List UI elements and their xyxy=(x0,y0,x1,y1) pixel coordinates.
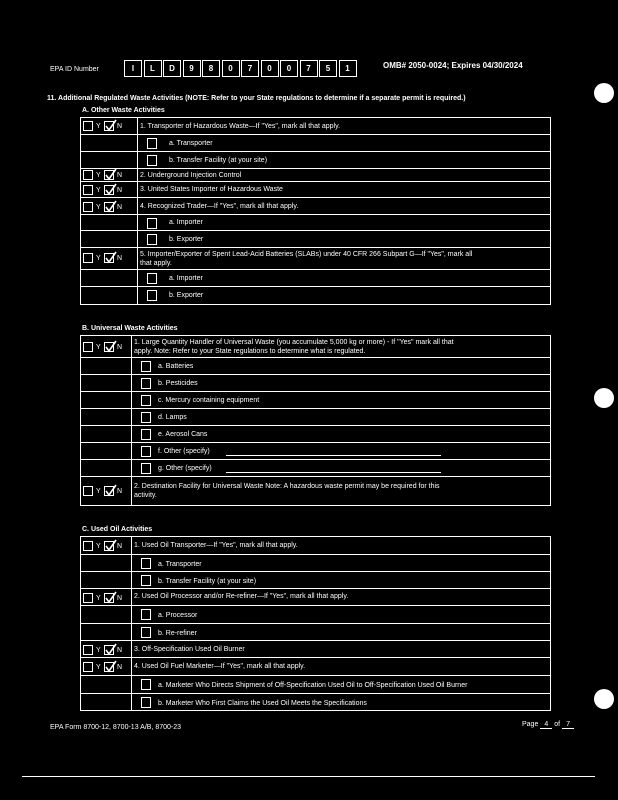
row-label: 5. Importer/Exporter of Spent Lead-Acid Batteries (SLABs) under 40 CFR 266 Subpart G—If "Yes", mark all xyxy=(140,251,473,258)
table-row xyxy=(81,248,550,270)
epa-id-char-box[interactable]: L xyxy=(144,60,162,77)
yes-label: Y xyxy=(96,595,101,602)
checkmark-icon xyxy=(105,484,117,497)
no-label: N xyxy=(117,255,123,262)
checkmark-icon xyxy=(105,200,117,213)
page-number: 4 xyxy=(540,721,552,729)
epa-id-char-box[interactable]: D xyxy=(163,60,181,77)
checkmark-icon xyxy=(105,251,117,264)
page-label: Page xyxy=(522,721,539,728)
transfer-facility-checkbox[interactable] xyxy=(147,155,157,166)
omb-number: OMB# 2050-0024; Expires 04/30/2024 xyxy=(383,61,523,70)
universal-waste-item-checkbox[interactable] xyxy=(141,378,151,389)
punch-hole-top xyxy=(594,83,614,103)
punch-hole-middle xyxy=(594,388,614,408)
table-row xyxy=(81,152,550,169)
table-row xyxy=(81,606,550,624)
checkmark-icon xyxy=(105,660,117,673)
row-label: 2. Used Oil Processor and/or Re-refiner—If "Yes", mark all that apply. xyxy=(134,593,349,600)
specify-input[interactable] xyxy=(226,472,441,473)
table-row xyxy=(81,375,550,392)
row-label: 1. Large Quantity Handler of Universal Waste (you accumulate 5,000 kg or more) - If "Yes" mark all that xyxy=(134,339,454,346)
row-label: e. Aerosol Cans xyxy=(158,431,208,438)
checkmark-icon xyxy=(105,183,117,196)
epa-id-char-box[interactable]: 9 xyxy=(183,60,201,77)
yes-label: Y xyxy=(96,172,101,179)
epa-id-char-box[interactable]: 7 xyxy=(241,60,259,77)
table-row xyxy=(81,658,550,676)
row-label: a. Importer xyxy=(169,219,203,226)
checkmark-icon xyxy=(105,591,117,604)
epa-id-char-box[interactable]: 1 xyxy=(339,60,357,77)
no-checkbox-checked[interactable] xyxy=(104,185,114,195)
yes-label: Y xyxy=(96,344,101,351)
table-row xyxy=(81,169,550,182)
no-checkbox-checked[interactable] xyxy=(104,202,114,212)
page-indicator xyxy=(522,721,574,729)
epa-id-char-box[interactable]: 7 xyxy=(300,60,318,77)
no-label: N xyxy=(117,595,123,602)
row-label: 3. Off-Specification Used Oil Burner xyxy=(134,646,245,653)
universal-waste-item-checkbox[interactable] xyxy=(141,361,151,372)
checkmark-icon xyxy=(105,539,117,552)
epa-id-char-box[interactable]: 5 xyxy=(319,60,337,77)
table-row xyxy=(81,624,550,641)
row-label: 1. Used Oil Transporter—If "Yes", mark all that apply. xyxy=(134,542,298,549)
row-label: 4. Used Oil Fuel Marketer—If "Yes", mark all that apply. xyxy=(134,663,306,670)
processor-checkbox[interactable] xyxy=(141,609,151,620)
yes-checkbox[interactable] xyxy=(83,645,93,655)
transporter-checkbox[interactable] xyxy=(141,558,151,569)
yes-checkbox[interactable] xyxy=(83,342,93,352)
importer-checkbox[interactable] xyxy=(147,218,157,229)
form-number: EPA Form 8700-12, 8700-13 A/B, 8700-23 xyxy=(50,724,182,731)
no-label: N xyxy=(117,647,123,654)
marketer-directs-checkbox[interactable] xyxy=(141,679,151,690)
row-label: f. Other (specify) xyxy=(158,448,210,455)
row-label: c. Mercury containing equipment xyxy=(158,397,260,404)
transporter-checkbox[interactable] xyxy=(147,138,157,149)
table-row xyxy=(81,555,550,572)
row-label: b. Transfer Facility (at your site) xyxy=(169,157,268,164)
row-label: b. Pesticides xyxy=(158,380,198,387)
yes-checkbox[interactable] xyxy=(83,593,93,603)
epa-id-char-box[interactable]: I xyxy=(124,60,142,77)
table-row xyxy=(81,460,550,477)
yes-checkbox[interactable] xyxy=(83,170,93,180)
table-row xyxy=(81,676,550,694)
no-checkbox-checked[interactable] xyxy=(104,342,114,352)
row-label: g. Other (specify) xyxy=(158,465,212,472)
epa-id-char-box[interactable]: 8 xyxy=(202,60,220,77)
checkmark-icon xyxy=(105,340,117,353)
no-checkbox-checked[interactable] xyxy=(104,645,114,655)
row-label: a. Marketer Who Directs Shipment of Off-Specification Used Oil to Off-Specification Used Oil Burner xyxy=(158,682,468,689)
table-row xyxy=(81,118,550,135)
table-row xyxy=(81,694,550,711)
row-label-cont: that apply. xyxy=(140,260,172,267)
universal-waste-item-checkbox[interactable] xyxy=(141,395,151,406)
checkmark-icon xyxy=(105,643,117,656)
no-checkbox-checked[interactable] xyxy=(104,253,114,263)
table-row xyxy=(81,409,550,426)
no-checkbox-checked[interactable] xyxy=(104,662,114,672)
table-row xyxy=(81,287,550,305)
yes-checkbox[interactable] xyxy=(83,185,93,195)
no-checkbox-checked[interactable] xyxy=(104,541,114,551)
punch-hole-bottom xyxy=(594,689,614,709)
yes-label: Y xyxy=(96,647,101,654)
yes-checkbox[interactable] xyxy=(83,202,93,212)
yes-checkbox[interactable] xyxy=(83,662,93,672)
no-label: N xyxy=(117,543,123,550)
epa-id-char-box[interactable]: 0 xyxy=(222,60,240,77)
row-label-cont: activity. xyxy=(134,492,157,499)
no-label: N xyxy=(117,344,123,351)
row-label: 4. Recognized Trader—If "Yes", mark all that apply. xyxy=(140,203,299,210)
row-label: 3. United States Importer of Hazardous Waste xyxy=(140,186,283,193)
no-checkbox-checked[interactable] xyxy=(104,170,114,180)
table-row xyxy=(81,589,550,606)
table-row xyxy=(81,537,550,555)
yes-label: Y xyxy=(96,187,101,194)
row-label: 1. Transporter of Hazardous Waste—If "Yes", mark all that apply. xyxy=(140,123,341,130)
epa-id-char-box[interactable]: 0 xyxy=(261,60,279,77)
importer-checkbox[interactable] xyxy=(147,273,157,284)
yes-label: Y xyxy=(96,123,101,130)
table-row xyxy=(81,392,550,409)
exporter-checkbox[interactable] xyxy=(147,290,157,301)
checkmark-icon xyxy=(105,168,117,181)
row-label: b. Exporter xyxy=(169,236,204,243)
universal-waste-table xyxy=(80,335,551,506)
section-11-title: 11. Additional Regulated Waste Activities (NOTE: Refer to your State regulations to determine if a separate permit is required.) xyxy=(47,95,466,102)
re-refiner-checkbox[interactable] xyxy=(141,627,151,638)
table-row xyxy=(81,572,550,589)
yes-checkbox[interactable] xyxy=(83,253,93,263)
row-label: b. Re-refiner xyxy=(158,630,197,637)
used-oil-table xyxy=(80,536,551,711)
table-row xyxy=(81,182,550,198)
of-label: of xyxy=(554,721,561,728)
transfer-facility-checkbox[interactable] xyxy=(141,575,151,586)
no-label: N xyxy=(117,187,123,194)
row-label: a. Transporter xyxy=(169,140,213,147)
universal-waste-item-checkbox[interactable] xyxy=(141,412,151,423)
table-row xyxy=(81,641,550,658)
page-total: 7 xyxy=(562,721,574,729)
table-row xyxy=(81,477,550,506)
row-label: a. Batteries xyxy=(158,363,194,370)
no-label: N xyxy=(117,664,123,671)
universal-waste-item-checkbox[interactable] xyxy=(141,446,151,457)
no-checkbox-checked[interactable] xyxy=(104,486,114,496)
table-row xyxy=(81,358,550,375)
row-label: d. Lamps xyxy=(158,414,187,421)
yes-label: Y xyxy=(96,488,101,495)
universal-waste-item-checkbox[interactable] xyxy=(141,429,151,440)
table-row xyxy=(81,231,550,248)
row-label: a. Transporter xyxy=(158,561,202,568)
footer-rule xyxy=(22,776,595,777)
row-label: b. Exporter xyxy=(169,292,204,299)
subsection-a-title: A. Other Waste Activities xyxy=(82,107,165,114)
no-label: N xyxy=(117,488,123,495)
row-label-cont: apply. Note: Refer to your State regulations to determine what is regulated. xyxy=(134,348,366,355)
epa-id-label: EPA ID Number xyxy=(50,66,99,73)
yes-label: Y xyxy=(96,255,101,262)
yes-label: Y xyxy=(96,543,101,550)
row-label: a. Importer xyxy=(169,275,203,282)
table-row xyxy=(81,443,550,460)
no-checkbox-checked[interactable] xyxy=(104,593,114,603)
exporter-checkbox[interactable] xyxy=(147,234,157,245)
no-label: N xyxy=(117,123,123,130)
row-label: 2. Underground Injection Control xyxy=(140,172,242,179)
yes-label: Y xyxy=(96,204,101,211)
table-row xyxy=(81,215,550,231)
universal-waste-item-checkbox[interactable] xyxy=(141,463,151,474)
epa-id-char-box[interactable]: 0 xyxy=(280,60,298,77)
no-label: N xyxy=(117,172,123,179)
no-checkbox-checked[interactable] xyxy=(104,121,114,131)
table-row xyxy=(81,198,550,215)
table-row xyxy=(81,336,550,358)
no-label: N xyxy=(117,204,123,211)
table-row xyxy=(81,135,550,152)
table-row xyxy=(81,426,550,443)
checkmark-icon xyxy=(105,119,117,132)
row-label: b. Marketer Who First Claims the Used Oil Meets the Specifications xyxy=(158,700,367,707)
row-label: a. Processor xyxy=(158,612,198,619)
yes-label: Y xyxy=(96,664,101,671)
subsection-c-title: C. Used Oil Activities xyxy=(82,526,153,533)
table-row xyxy=(81,270,550,287)
subsection-b-title: B. Universal Waste Activities xyxy=(82,325,178,332)
other-waste-activities-table xyxy=(80,117,551,305)
marketer-first-claims-checkbox[interactable] xyxy=(141,697,151,708)
yes-checkbox[interactable] xyxy=(83,121,93,131)
row-label: b. Transfer Facility (at your site) xyxy=(158,578,257,585)
specify-input[interactable] xyxy=(226,455,441,456)
row-label: 2. Destination Facility for Universal Waste Note: A hazardous waste permit may be required for this xyxy=(134,483,440,490)
yes-checkbox[interactable] xyxy=(83,541,93,551)
yes-checkbox[interactable] xyxy=(83,486,93,496)
